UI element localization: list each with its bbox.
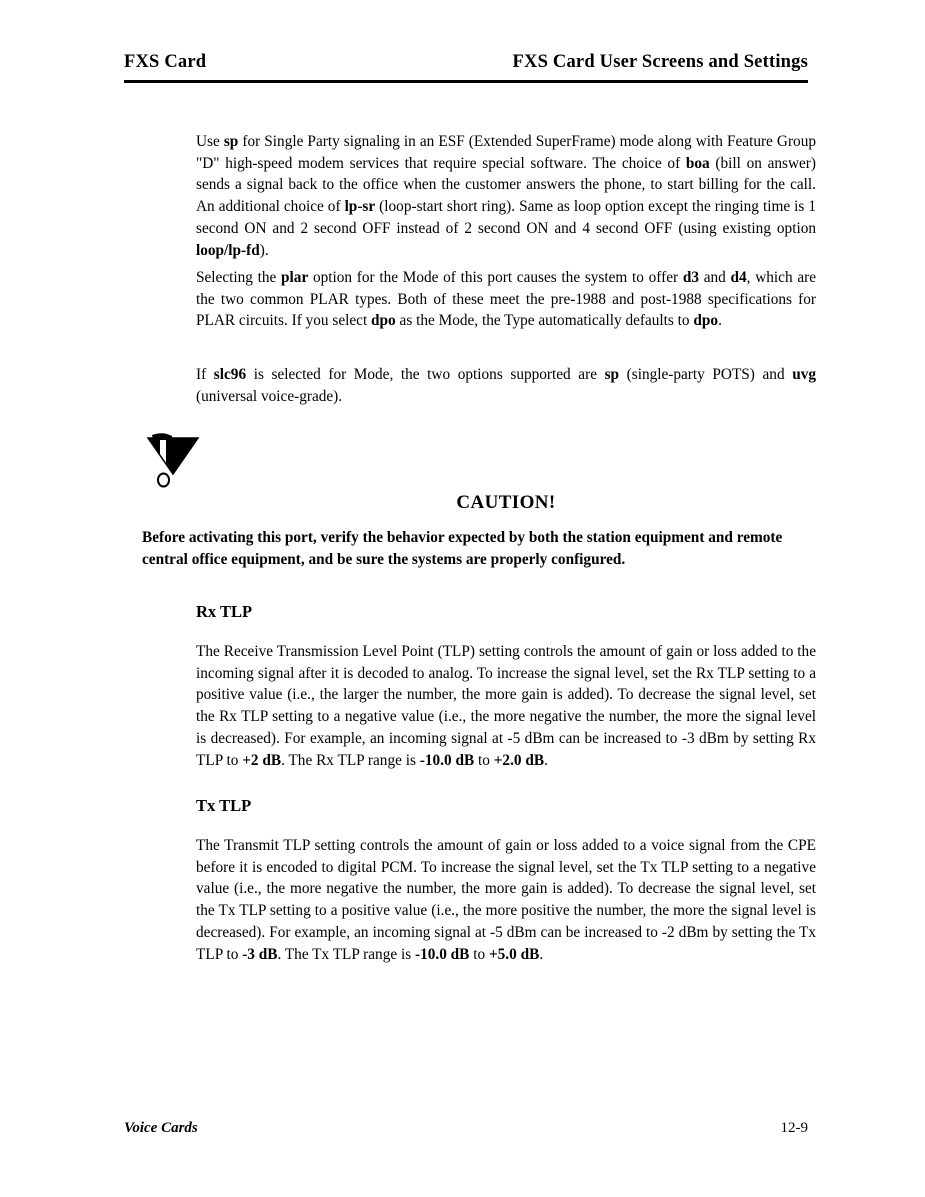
text-fragment: The Transmit TLP setting controls the amount of gain or loss added to a voice signal from the CPE before it is encoded to digital PCM. To increase the signal level, set the Tx TLP setting to a negative value (i.e., the more negative the number, the more gain is added). To decrease the signal level, set the Tx TLP setting to a positive value (i.e., the more positive the number, the more the signal level is decreased). For example, an incoming signal at -5 dBm can be increased to -2 dBm by setting the Tx TLP to [196,837,816,963]
paragraph-plar-mode [196,267,816,332]
term-plar: plar [281,269,309,286]
text-fragment: as the Mode, the Type automatically defaults to [395,312,694,330]
header-divider [124,80,808,83]
term-d3: d3 [682,269,699,286]
text-fragment: Selecting the [196,269,282,286]
term-lp-sr: lp-sr [344,198,376,216]
term-uvg: uvg [792,366,816,383]
term-dpo-default: dpo [693,312,719,330]
value-rx-range-max: +2.0 dB [493,751,545,769]
text-fragment: . [544,751,548,769]
text-fragment: . The Rx TLP range is [281,751,420,769]
text-fragment: (universal voice-grade). [196,387,343,405]
text-fragment: , which are the two common PLAR types. Both of these meet the pre-1988 and post-1988 specifications for PLAR circuits. If you select [196,269,816,330]
section-heading-tx-tlp: Tx TLP [196,796,252,815]
paragraph-rx-tlp [196,641,816,771]
term-sp-pots: sp [604,366,620,383]
footer-section-label: Voice Cards [124,1120,198,1136]
header-left-title: FXS Card [124,52,207,72]
value-rx-range-min: -10.0 dB [419,751,475,769]
text-fragment: Use [196,133,224,150]
text-fragment: ). [259,241,269,259]
value-rx-example: +2 dB [242,751,282,769]
text-fragment: If [196,366,214,383]
caution-arrow-icon [146,432,200,494]
term-boa: boa [685,154,710,172]
value-tx-example: -3 dB [242,945,278,963]
value-tx-range-max: +5.0 dB [488,945,540,963]
text-fragment: and [698,269,731,286]
caution-text: Before activating this port, verify the behavior expected by both the station equipment and remote central office equipment, and be sure the systems are properly configured. [142,529,783,569]
header-right-title: FXS Card User Screens and Settings [512,52,808,72]
text-fragment: option for the Mode of this port causes the system to offer [308,269,683,286]
term-dpo: dpo [371,312,396,330]
section-heading-rx-tlp: Rx TLP [196,602,253,621]
text-fragment: to [474,751,494,769]
paragraph-tx-tlp [196,835,816,965]
text-fragment: (bill on answer) sends a signal back to the office when the customer answers the phone, to start billing for the call. An additional choice of [196,154,816,216]
term-sp: sp [223,133,239,150]
term-loop-lp-fd: loop/lp-fd [196,241,260,259]
paragraph-sp-signaling [196,131,816,261]
paragraph-slc96 [196,364,816,407]
text-fragment: to [469,945,489,963]
text-fragment: The Receive Transmission Level Point (TLP) setting controls the amount of gain or loss added to the incoming signal after it is decoded to analog. To increase the signal level, set the Rx TLP setting to a positive value (i.e., the larger the number, the more gain is added). To decrease the signal level, set the Rx TLP setting to a negative value (i.e., the more negative the number, the more the signal level is decreased). For example, an incoming signal at -5 dBm can be increased to -3 dBm by setting Rx TLP to [196,643,816,769]
text-fragment: . The Tx TLP range is [277,945,415,963]
page-header [124,52,808,73]
footer-page-number: 12-9 [780,1120,808,1136]
value-tx-range-min: -10.0 dB [414,945,470,963]
text-fragment: . [539,945,544,963]
text-fragment: is selected for Mode, the two options supported are [246,366,605,383]
text-fragment: (single-party POTS) and [619,366,793,383]
text-fragment: for Single Party signaling in an ESF (Extended SuperFrame) mode along with Feature Group "D" high-speed modem services that require special software. The choice of [196,133,816,172]
term-slc96: slc96 [213,366,247,383]
text-fragment: (loop-start short ring). Same as loop option except the ringing time is 1 second ON and 2 second OFF instead of 2 second ON and 4 second OFF (using existing option [196,198,816,237]
term-d4: d4 [730,269,747,286]
caution-title: CAUTION! [456,492,556,513]
text-fragment: . [718,312,722,330]
